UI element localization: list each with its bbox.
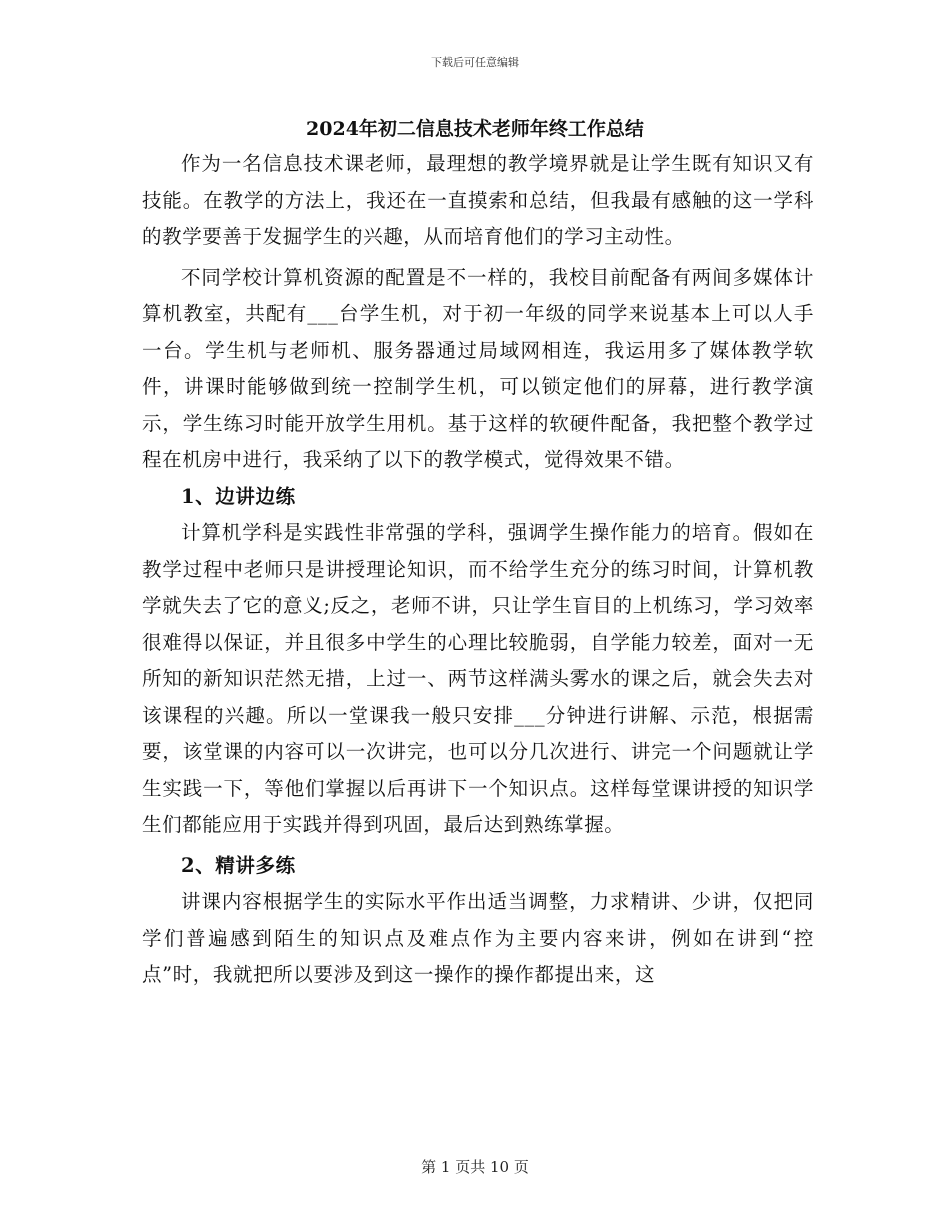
section-heading-1: 1、边讲边练 [181,484,296,508]
document-title: 2024年初二信息技术老师年终工作总结 [306,118,644,140]
header-note: 下载后可任意编辑 [431,56,519,69]
paragraph-intro: 作为一名信息技术课老师，最理想的教学境界就是让学生既有知识又有技能。在教学的方法上，我还在一直摸索和总结，但我最有感触的这一学科的教学要善于发掘学生的兴趣，从而培育他们的学习主动性。 [142,152,814,248]
document-body [142,146,814,994]
page-footer: 第 1 页共 10 页 [421,1158,529,1176]
section-heading-2: 2、精讲多练 [181,853,296,877]
section-text-1: 计算机学科是实践性非常强的学科，强调学生操作能力的培育。假如在教学过程中老师只是讲授理论知识，而不给学生充分的练习时间，计算机教学就失去了它的意义;反之，老师不讲，只让学生盲目的上机练习，学习效率很难得以保证，并且很多中学生的心理比较脆弱，自学能力较差，面对一无所知的新知识茫然无措，上过一、两节这样满头雾水的课之后，就会失去对该课程的兴趣。所以一堂课我一般只安排___分钟进行讲解、示范，根据需要，该堂课的内容可以一次讲完，也可以分几次进行、讲完一个问题就让学生实践一下，等他们掌握以后再讲下一个知识点。这样每堂课讲授的知识学生们都能应用于实践并得到巩固，最后达到熟练掌握。 [142,521,814,836]
section-text-2: 讲课内容根据学生的实际水平作出适当调整，力求精讲、少讲，仅把同学们普遍感到陌生的知识点及难点作为主要内容来讲，例如在讲到“控点”时，我就把所以要涉及到这一操作的操作都提出来，这 [142,890,814,986]
paragraph-resources: 不同学校计算机资源的配置是不一样的，我校目前配备有两间多媒体计算机教室，共配有___台学生机，对于初一年级的同学来说基本上可以人手一台。学生机与老师机、服务器通过局域网相连，我运用多了媒体教学软件，讲课时能够做到统一控制学生机，可以锁定他们的屏幕，进行教学演示，学生练习时能开放学生用机。基于这样的软硬件配备，我把整个教学过程在机房中进行，我采纳了以下的教学模式，觉得效果不错。 [142,265,814,471]
